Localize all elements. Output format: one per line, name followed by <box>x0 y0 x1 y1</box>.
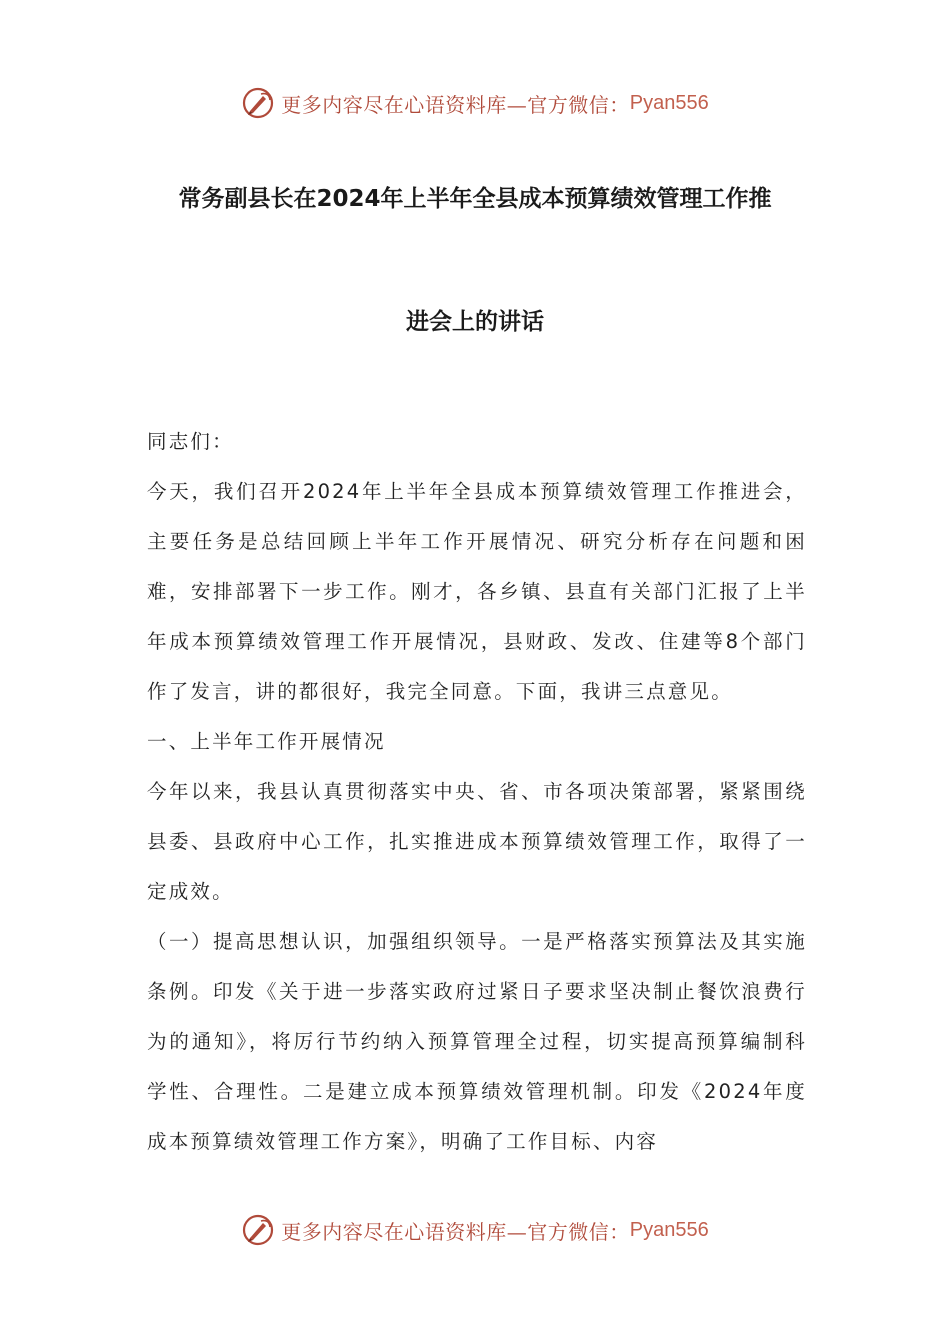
pen-logo-icon <box>241 1213 275 1247</box>
pen-logo-icon <box>241 86 275 120</box>
watermark-text: 更多内容尽在心语资料库—官方微信： <box>281 92 630 117</box>
body-paragraph: （一）提高思想认识，加强组织领导。一是严格落实预算法及其实施条例。印发《关于进一步落实政府过紧日子要求坚决制止餐饮浪费行为的通知》，将厉行节约纳入预算管理全过程，切实提高预算编制科学性、合理性。二是建立成本预算绩效管理机制。印发《2024年度成本预算绩效管理工作方案》，明确了工作目标、内容 <box>147 930 807 1153</box>
salutation: 同志们： <box>147 430 234 453</box>
document-title-line-1: 常务副县长在2024年上半年全县成本预算绩效管理工作推 <box>178 186 772 212</box>
watermark-wechat-id: Pyan556 <box>629 91 709 114</box>
watermark-banner-bottom <box>0 1210 950 1250</box>
intro-paragraph: 今天，我们召开2024年上半年全县成本预算绩效管理工作推进会，主要任务是总结回顾上半年工作开展情况、研究分析存在问题和困难，安排部署下一步工作。刚才，各乡镇、县直有关部门汇报了上半年成本预算绩效管理工作开展情况，县财政、发改、住建等8个部门作了发言，讲的都很好，我完全同意。下面，我讲三点意见。 <box>147 480 807 703</box>
body-paragraph: 今年以来，我县认真贯彻落实中央、省、市各项决策部署，紧紧围绕县委、县政府中心工作，扎实推进成本预算绩效管理工作，取得了一定成效。 <box>147 780 807 903</box>
document-title-line-2: 进会上的讲话 <box>406 309 544 335</box>
document-body <box>147 417 807 1167</box>
section-heading: 一、上半年工作开展情况 <box>147 730 386 753</box>
watermark-text: 更多内容尽在心语资料库—官方微信： <box>281 1219 630 1244</box>
watermark-wechat-id: Pyan556 <box>629 1218 709 1241</box>
watermark-banner-top <box>0 83 950 123</box>
